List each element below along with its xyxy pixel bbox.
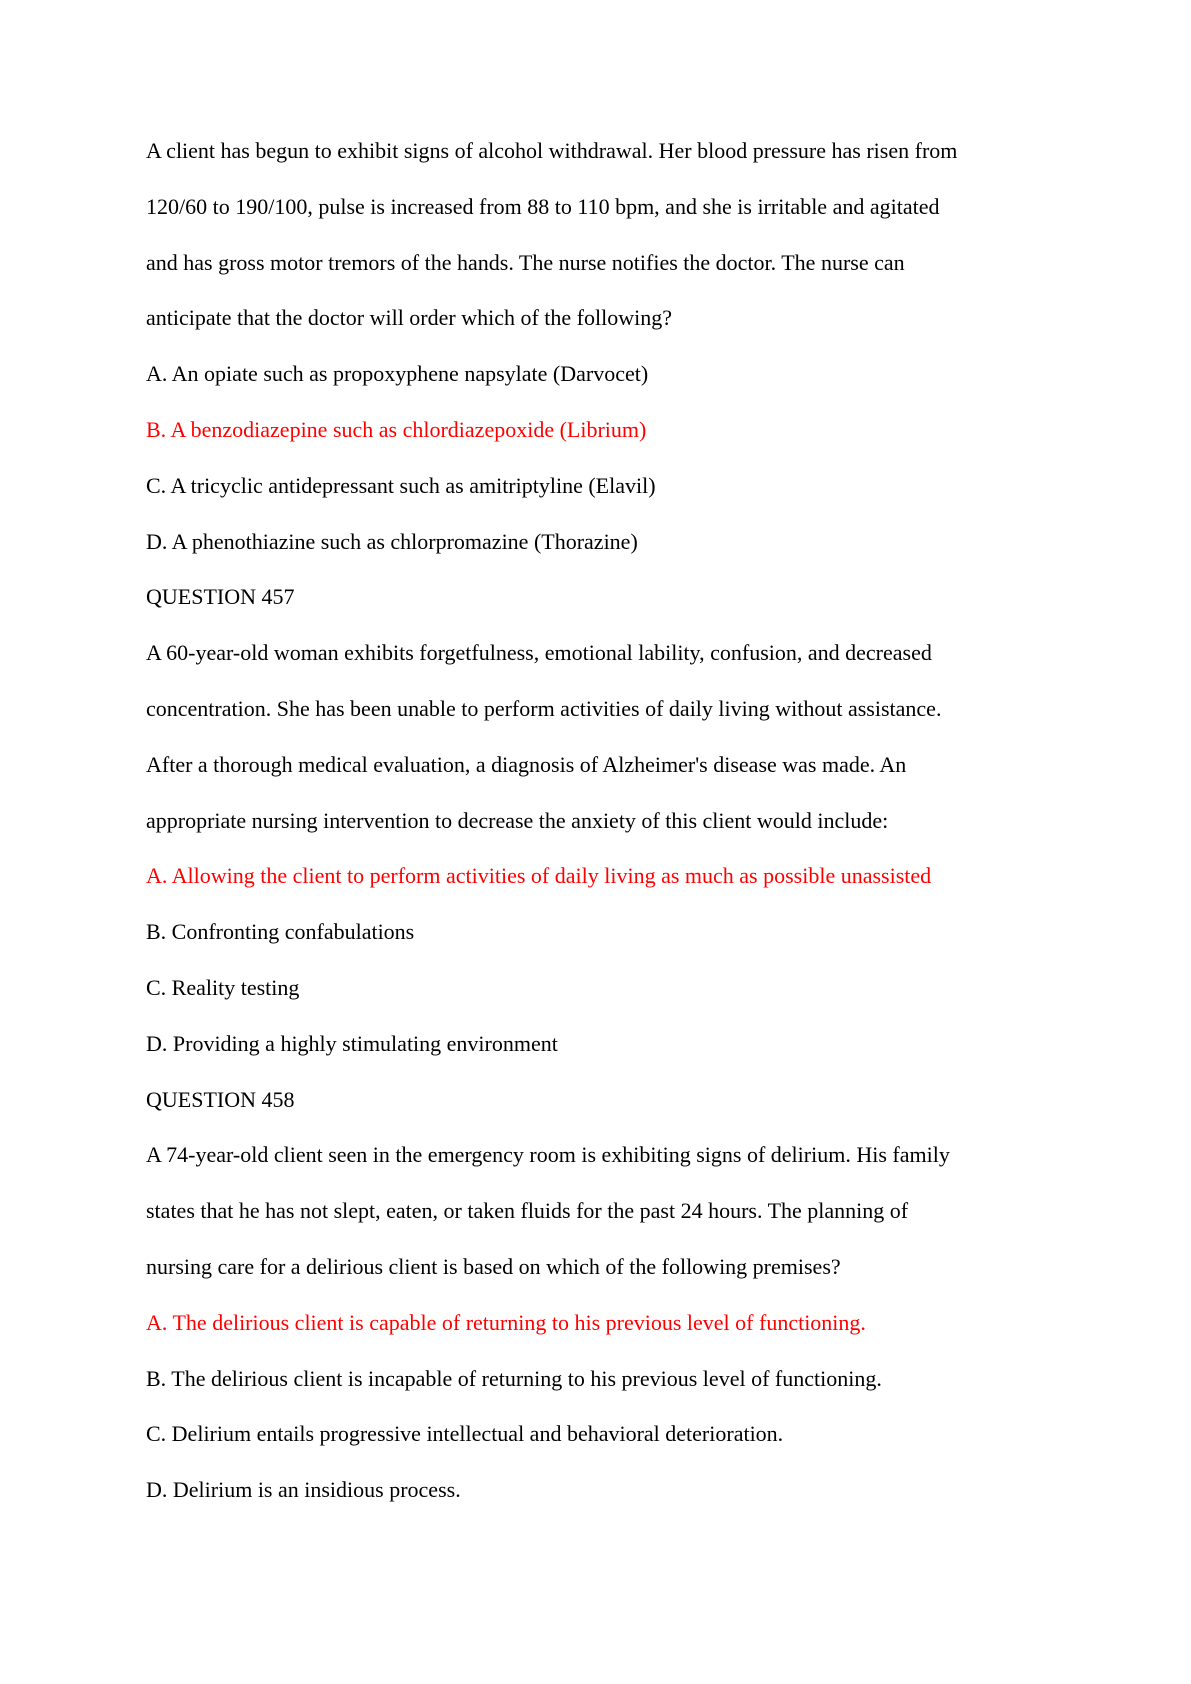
- q457-stem-line-1: A 60-year-old woman exhibits forgetfulness, emotional lability, confusion, and decreased: [146, 640, 932, 666]
- q456-stem-line-4: anticipate that the doctor will order which of the following?: [146, 305, 673, 331]
- q458-stem-line-1: A 74-year-old client seen in the emergency room is exhibiting signs of delirium. His family: [146, 1142, 950, 1168]
- q456-option-b-correct-answer: B. A benzodiazepine such as chlordiazepoxide (Librium): [146, 416, 647, 442]
- q458-option-d: D. Delirium is an insidious process.: [146, 1477, 461, 1503]
- q458-option-c: C. Delirium entails progressive intellectual and behavioral deterioration.: [146, 1421, 784, 1447]
- q457-stem-line-2: concentration. She has been unable to perform activities of daily living without assistance.: [146, 695, 942, 721]
- q457-heading: QUESTION 457: [146, 584, 295, 610]
- q457-option-a-correct-answer: A. Allowing the client to perform activities of daily living as much as possible unassisted: [146, 863, 932, 889]
- q456-option-a: A. An opiate such as propoxyphene napsylate (Darvocet): [146, 361, 649, 387]
- q457-option-b: B. Confronting confabulations: [146, 919, 415, 945]
- q458-stem-line-2: states that he has not slept, eaten, or taken fluids for the past 24 hours. The planning of: [146, 1198, 909, 1224]
- document-page: [146, 140, 1086, 1535]
- q458-option-a-correct-answer: A. The delirious client is capable of returning to his previous level of functioning.: [146, 1309, 866, 1335]
- q456-option-c: C. A tricyclic antidepressant such as amitriptyline (Elavil): [146, 472, 656, 498]
- q456-stem-line-3: and has gross motor tremors of the hands. The nurse notifies the doctor. The nurse can: [146, 249, 905, 275]
- q456-stem-line-2: 120/60 to 190/100, pulse is increased from 88 to 110 bpm, and she is irritable and agitated: [146, 193, 940, 219]
- q457-stem-line-4: appropriate nursing intervention to decrease the anxiety of this client would include:: [146, 807, 889, 833]
- q458-stem-line-3: nursing care for a delirious client is based on which of the following premises?: [146, 1253, 841, 1279]
- q456-stem-line-1: A client has begun to exhibit signs of alcohol withdrawal. Her blood pressure has risen from: [146, 138, 958, 163]
- q456-option-d: D. A phenothiazine such as chlorpromazine (Thorazine): [146, 528, 638, 554]
- q457-stem-line-3: After a thorough medical evaluation, a diagnosis of Alzheimer's disease was made. An: [146, 751, 907, 777]
- q458-heading: QUESTION 458: [146, 1086, 295, 1112]
- q457-option-d: D. Providing a highly stimulating environment: [146, 1030, 558, 1056]
- q457-option-c: C. Reality testing: [146, 974, 300, 1000]
- q458-option-b: B. The delirious client is incapable of returning to his previous level of functioning.: [146, 1365, 882, 1391]
